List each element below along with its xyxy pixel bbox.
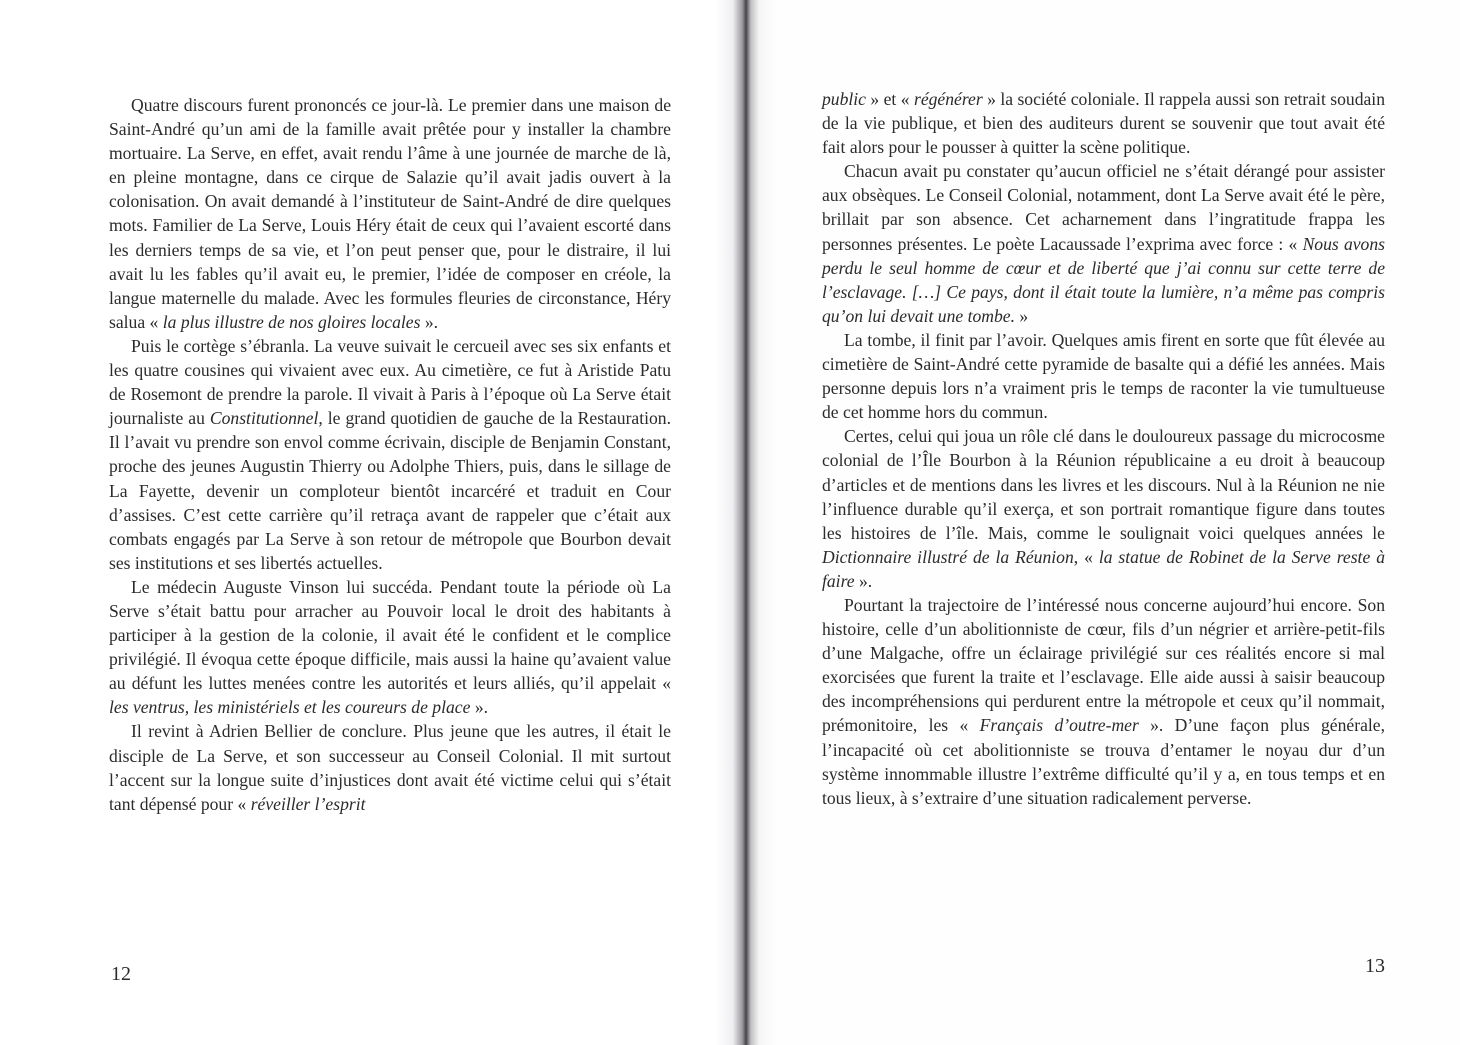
text-run: Pourtant la trajectoire de l’intéressé nous concerne aujourd’hui encore. Son histoire, celle d’un abolitionniste de cœur, fils d’un négrier et arrière-petit-fils d’une Malgache, offre un éclairage privilégié sur ces réalités encore si mal exorcisées que furent la traite et l’esclavage. Elle aide aussi à saisir beaucoup des incompréhensions qui perdurent entre la métropole et ceux qu’il nommait, prémonitoire, les « [822,594,1385,736]
text-run: ». D’une façon plus générale, l’incapacité où cet abolitionniste se trouva d’entamer le noyau dur d’un système innommable illustre l’extrême difficulté qu’il y a, en tous temps et en tous lieux, à s’extraire d’une situation radicalement perverse. [822,715,1385,808]
italic-quote: la statue de Robinet de la Serve reste à faire [822,546,1385,591]
italic-quote: la plus illustre de nos gloires locales [162,311,421,332]
paragraph [822,424,1385,593]
italic-title: Constitutionnel [209,408,319,429]
text-run: » la société coloniale. Il rappela aussi son retrait soudain de la vie publique, et bien des auditeurs durent se souvenir que tout avait été fait alors pour le pousser à quitter la scène politique. [822,89,1385,158]
paragraph [822,159,1385,328]
text-run: » [1015,305,1029,326]
text-run: Chacun avait pu constater qu’aucun officiel ne s’était dérangé pour assister aux obsèques. Le Conseil Colonial, notamment, dont La Serve avait été le père, brillait par son absence. Cet acharnement dans l’ingratitude frappa les personnes présentes. Le poète Lacaussade l’exprima avec force : « [822,161,1385,254]
paragraph [109,93,671,334]
italic-quote: régénérer [913,89,983,109]
text-run: ». [854,570,873,591]
text-run: ». [470,697,489,718]
text-run: , le grand quotidien de gauche de la Restauration. Il l’avait vu prendre son envol comme écrivain, disciple de Benjamin Constant, proche des jeunes Augustin Thierry ou Adolphe Thiers, puis, dans le sillage de La Fayette, devenir un comploteur bientôt incarcéré et traduit en Cour d’assises. C’est cette carrière qu’il retraça avant de rappeler que c’était aux combats engagés par La Serve à son retour de métropole que Bourbon devait ses institutions et ses libertés actuelles. [109,408,671,573]
paragraph [109,575,671,720]
left-page-text [109,93,671,816]
italic-quote: Français d’outre-mer [979,715,1139,736]
page-number-left: 12 [111,963,131,985]
text-run: Quatre discours furent prononcés ce jour-là. Le premier dans une maison de Saint-André qu’un ami de la famille avait prêtée pour y installer la chambre mortuaire. La Serve, en effet, avait rendu l’âme à une journée de marche de là, en pleine montagne, dans ce cirque de Salazie qu’il avait jadis ouvert à la colonisation. On avait demandé à l’instituteur de Saint-André de dire quelques mots. Familier de La Serve, Louis Héry était de ceux qui l’avaient escorté dans les derniers temps de sa vie, et l’on peut penser que, pour le distraire, il lui avait lu les fables qu’il avait eu, le premier, l’idée de composer en créole, la langue maternelle du malade. Avec les formules fleuries de circonstance, Héry salua « [109,95,671,332]
book-gutter [716,0,776,1045]
text-run: » et « [865,89,914,109]
italic-quote: réveiller l’esprit [250,793,366,814]
paragraph-continued [822,87,1385,159]
italic-quote: public [822,89,866,109]
text-run: ». [420,311,439,332]
text-run: Le médecin Auguste Vinson lui succéda. Pendant toute la période où La Serve s’était battu pour arracher au Pouvoir local le droit des habitants à participer à la gestion de la colonie, il avait été le confident et le complice privilégié. Il évoqua cette époque difficile, mais aussi la haine qu’avaient value au défunt les luttes menées contre les autorités et leurs alliés, qu’il appelait « [109,576,671,694]
page-number-right: 13 [1365,955,1385,977]
paragraph [822,328,1385,424]
text-run: Certes, celui qui joua un rôle clé dans le douloureux passage du microcosme colonial de l’Île Bourbon à la Réunion républicaine a eu droit à beaucoup d’articles et de mentions dans les livres et les discours. Nul à la Réunion ne nie l’influence durable qu’il exerça, et son portrait romantique figure dans toutes les histoires de l’île. Mais, comme le soulignait voici quelques années le [822,426,1385,543]
italic-quote: les ventrus, les ministériels et les coureurs de place [109,697,471,718]
right-page-text [822,87,1385,810]
paragraph [822,593,1385,810]
text-run: La tombe, il finit par l’avoir. Quelques amis firent en sorte que fût élevée au cimetière de Saint-André cette pyramide de basalte qui a défié les années. Mais personne depuis lors n’a vraiment pris le temps de raconter la vie tumultueuse de cet homme hors du commun. [822,329,1385,423]
italic-quote: Nous avons perdu le seul homme de cœur et de liberté que j’ai connu sur cette terre de l’esclavage. […] Ce pays, dont il était toute la lumière, n’a même pas compris qu’on lui devait une tombe. [822,233,1386,326]
paragraph [109,334,671,575]
paragraph [109,719,671,815]
text-run: Puis le cortège s’ébranla. La veuve suivait le cercueil avec ses six enfants et les quatre cousines qui vivaient avec eux. Au cimetière, ce fut à Aristide Patu de Rosemont de prendre la parole. Il vivait à Paris à l’époque où La Serve était journaliste au [109,335,671,429]
text-run: , « [1073,546,1099,567]
text-run: Il revint à Adrien Bellier de conclure. Plus jeune que les autres, il était le disciple de La Serve, et son successeur au Conseil Colonial. Il mit surtout l’accent sur la longue suite d’injustices dont avait été victime celui qui s’était tant dépensé pour « [109,721,671,814]
italic-title: Dictionnaire illustré de la Réunion [822,546,1074,567]
